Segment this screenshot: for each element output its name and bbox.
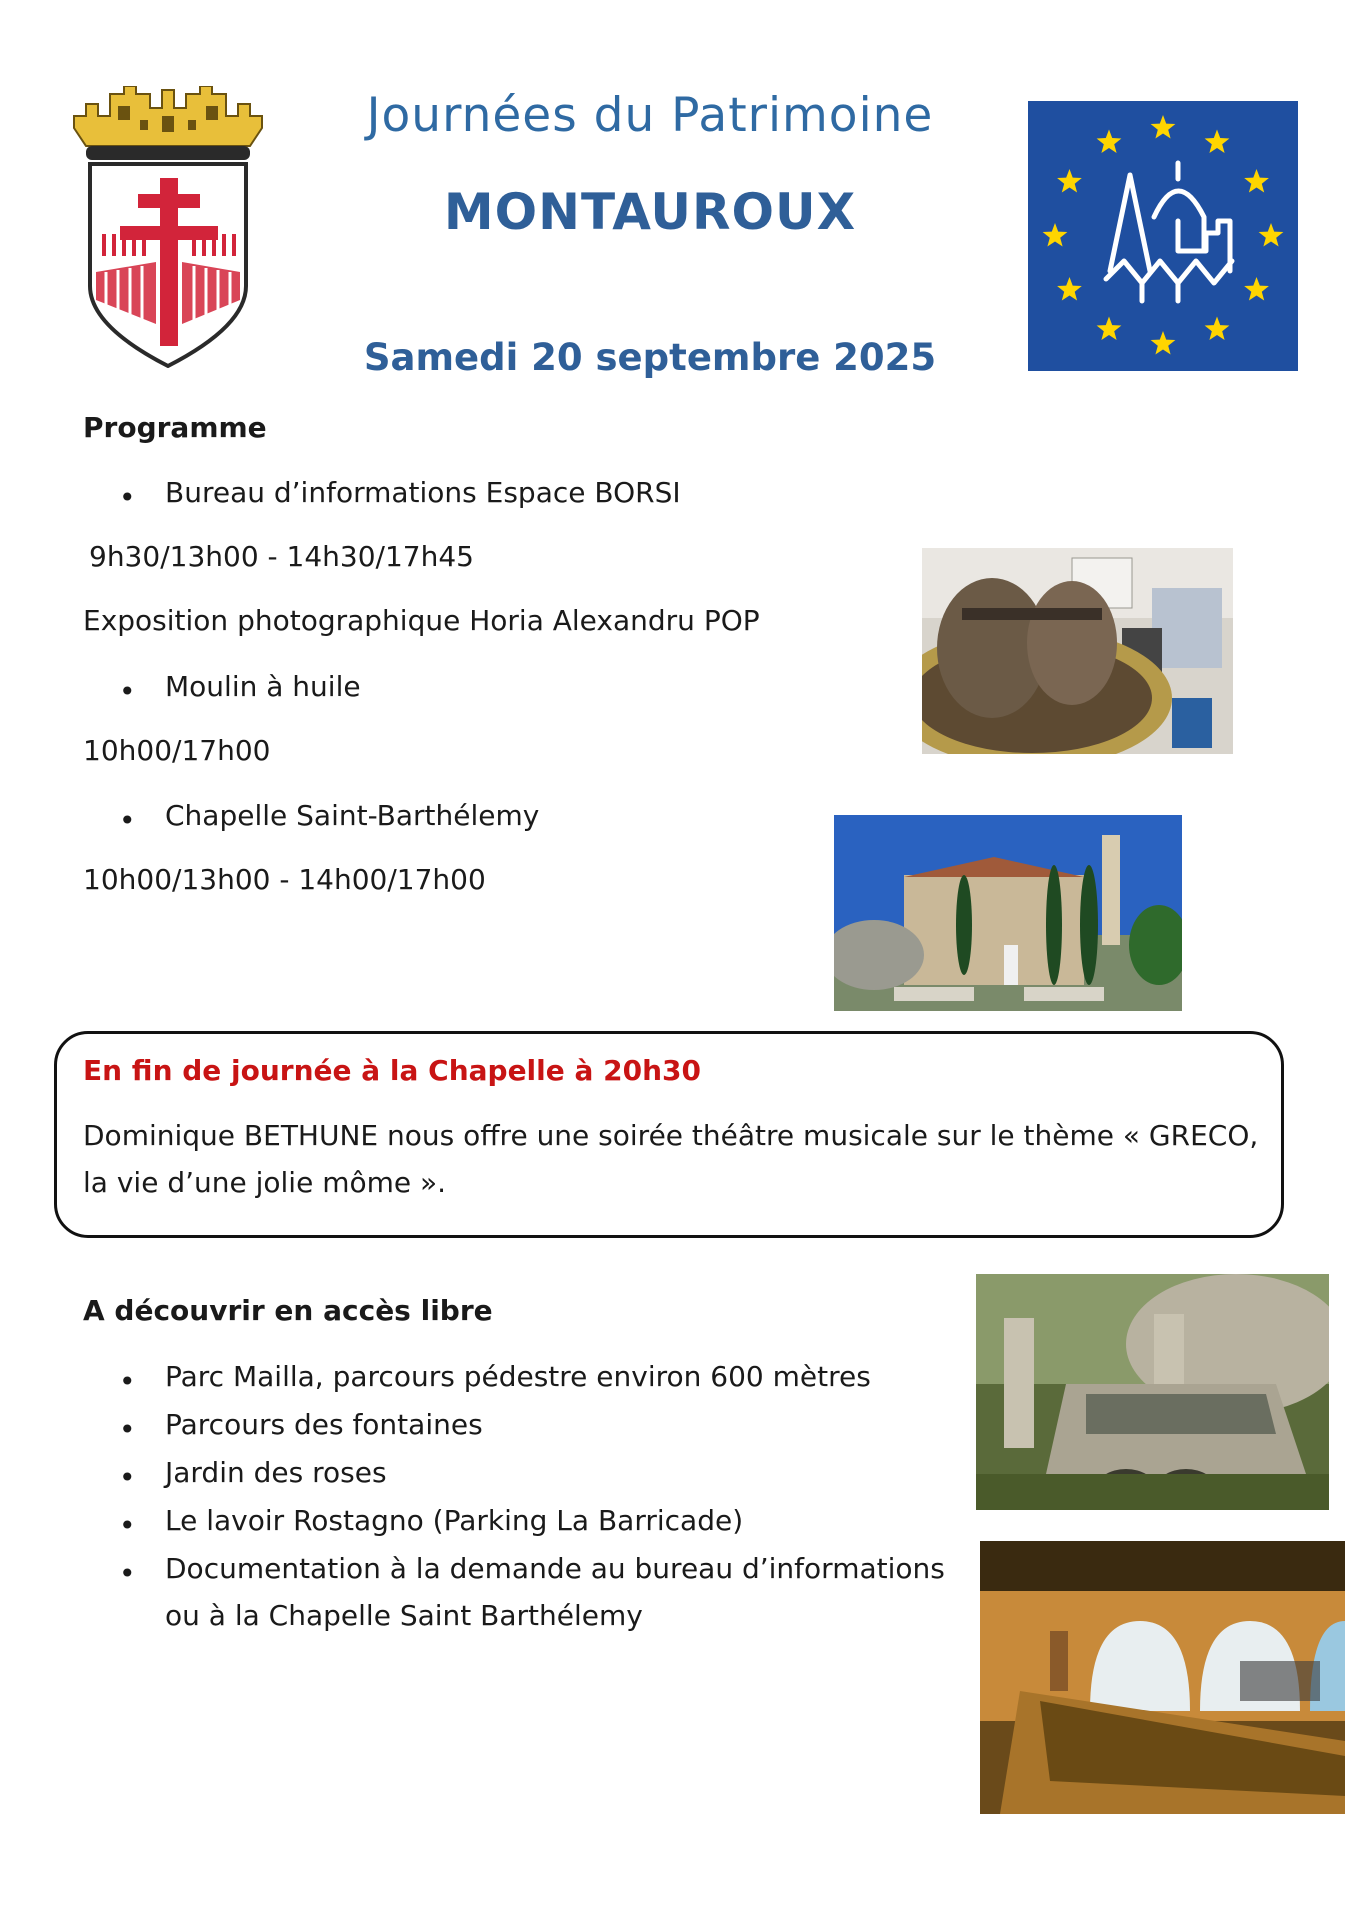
bullet-icon: • (119, 481, 136, 514)
programme-hours-chapelle: 10h00/13h00 - 14h00/17h00 (83, 863, 486, 896)
libre-item-documentation: Documentation à la demande au bureau d’informations (165, 1552, 945, 1585)
bullet-icon: • (119, 1557, 136, 1590)
bullet-icon: • (119, 1509, 136, 1542)
programme-hours-bureau: 9h30/13h00 - 14h30/17h45 (89, 540, 474, 573)
bullet-icon: • (119, 804, 136, 837)
libre-item-roses: Jardin des roses (165, 1456, 387, 1489)
chapel-photo (834, 815, 1182, 1011)
programme-note-exposition: Exposition photographique Horia Alexandru POP (83, 604, 760, 637)
heritage-logo-icon (1028, 101, 1298, 371)
bullet-icon: • (119, 1413, 136, 1446)
callout-title: En fin de journée à la Chapelle à 20h30 (83, 1054, 701, 1087)
libre-item-lavoir: Le lavoir Rostagno (Parking La Barricade) (165, 1504, 744, 1537)
programme-item-moulin: Moulin à huile (165, 670, 361, 703)
libre-item-fontaines: Parcours des fontaines (165, 1408, 483, 1441)
oil-mill-photo (922, 548, 1233, 754)
event-date: Samedi 20 septembre 2025 (363, 336, 937, 379)
programme-item-bureau: Bureau d’informations Espace BORSI (165, 476, 681, 509)
libre-item-documentation-cont: ou à la Chapelle Saint Barthélemy (165, 1599, 643, 1632)
programme-heading: Programme (83, 411, 267, 444)
libre-heading: A découvrir en accès libre (83, 1294, 493, 1327)
page-title: Journées du Patrimoine (366, 88, 934, 143)
programme-item-chapelle: Chapelle Saint-Barthélemy (165, 799, 540, 832)
callout-body: Dominique BETHUNE nous offre une soirée théâtre musicale sur le thème « GRECO, la vie d’une jolie môme ». (83, 1119, 1259, 1199)
libre-item-parc: Parc Mailla, parcours pédestre environ 600 mètres (165, 1360, 871, 1393)
town-name: MONTAUROUX (443, 183, 857, 241)
fountain-photo (976, 1274, 1329, 1510)
programme-hours-moulin: 10h00/17h00 (83, 734, 271, 767)
bullet-icon: • (119, 675, 136, 708)
bullet-icon: • (119, 1461, 136, 1494)
bullet-icon: • (119, 1365, 136, 1398)
lavoir-photo (980, 1541, 1345, 1814)
